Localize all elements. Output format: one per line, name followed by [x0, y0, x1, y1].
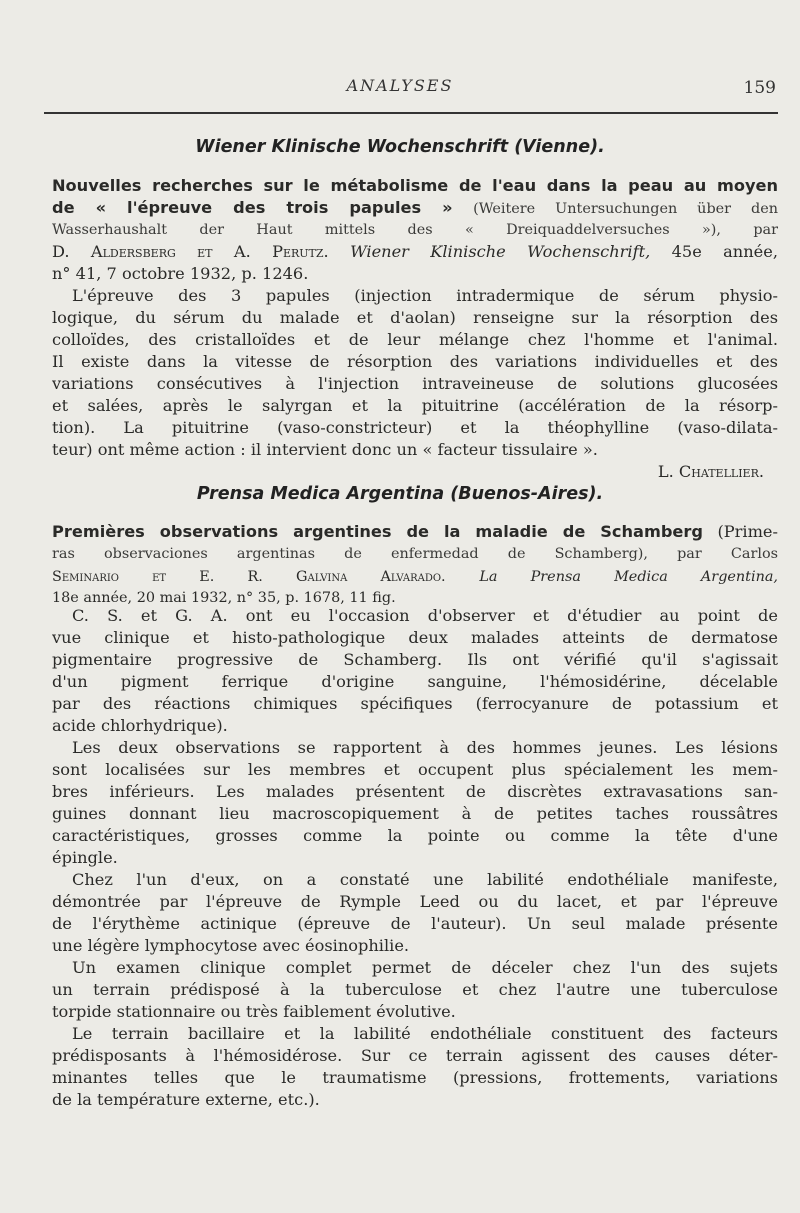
reference-detail: 45e année, [671, 242, 778, 261]
abstract-prensa [52, 605, 778, 1111]
journal-title-wiener: Wiener Klinische Wochenschrift (Vienne). [195, 137, 605, 157]
body-line: vue clinique et histo-pathologique deux malades atteints de dermatose [52, 628, 778, 647]
body-line: sont localisées sur les membres et occupent plus spécialement les mem- [52, 760, 778, 779]
article-title-german: (Weitere Untersuchungen über den [473, 201, 778, 217]
body-line: et salées, après le salyrgan et la pituitrine (accélération de la résorp- [52, 396, 778, 415]
body-line: démontrée par l'épreuve de Rymple Leed ou du lacet, et par l'épreuve [52, 892, 778, 911]
article-title-line: Nouvelles recherches sur le métabolisme de l'eau dans la peau au moyen [52, 176, 778, 195]
article-ref-line [52, 241, 778, 263]
article-authors: Seminario et E. R. Galvina Alvarado. [52, 569, 446, 585]
body-line: par des réactions chimiques spécifiques (ferrocyanure de potassium et [52, 694, 778, 713]
article-title-spanish: (Prime- [717, 522, 778, 541]
body-line: bres inférieurs. Les malades présentent de discrètes extravasations san- [52, 782, 778, 801]
body-line: un terrain prédisposé à la tuberculose et chez l'autre une tuberculose [52, 980, 778, 999]
abstract-wiener [52, 285, 778, 483]
body-line: logique, du sérum du malade et d'aolan) renseigne sur la résorption des [52, 308, 778, 327]
body-line: colloïdes, des cristalloïdes et de leur mélange chez l'homme et l'animal. [52, 330, 778, 349]
body-line: caractéristiques, grosses comme la pointe ou comme la tête d'une [52, 826, 778, 845]
article-heading-prensa [52, 521, 778, 609]
body-line: Chez l'un d'eux, on a constaté une labilité endothéliale manifeste, [72, 870, 778, 889]
body-line: tion). La pituitrine (vaso-constricteur) et la théophylline (vaso-dilata- [52, 418, 778, 437]
body-line: Le terrain bacillaire et la labilité endothéliale constituent des facteurs [72, 1024, 778, 1043]
body-line: d'un pigment ferrique d'origine sanguine, l'hémosidérine, décelable [52, 672, 778, 691]
article-heading-wiener [52, 175, 778, 285]
article-authors: D. Aldersberg et A. Perutz. [52, 242, 329, 261]
article-title-line: ras observaciones argentinas de enfermedad de Schamberg), par Carlos [52, 546, 778, 562]
body-line: L'épreuve des 3 papules (injection intradermique de sérum physio- [72, 286, 778, 305]
header-rule [44, 112, 778, 114]
body-line: pigmentaire progressive de Schamberg. Ils ont vérifié qu'il s'agissait [52, 650, 778, 669]
body-line: torpide stationnaire ou très faiblement évolutive. [52, 1002, 456, 1021]
article-title-bold: de « l'épreuve des trois papules » [52, 198, 453, 217]
body-line: de l'érythème actinique (épreuve de l'auteur). Un seul malade présente [52, 914, 778, 933]
signature: L. Chatellier. [657, 462, 764, 481]
body-line: guines donnant lieu macroscopiquement à de petites taches roussâtres [52, 804, 778, 823]
article-title-bold: Premières observations argentines de la maladie de Schamberg [52, 522, 703, 541]
body-line: C. S. et G. A. ont eu l'occasion d'observer et d'étudier au point de [72, 606, 778, 625]
body-line: de la température externe, etc.). [52, 1090, 320, 1109]
body-line: une légère lymphocytose avec éosinophilie. [52, 936, 410, 955]
body-line: Les deux observations se rapportent à des hommes jeunes. Les lésions [72, 738, 778, 757]
journal-title-prensa: Prensa Medica Argentina (Buenos-Aires). [196, 484, 604, 504]
body-line: teur) ont même action : il intervient donc un « facteur tissulaire ». [52, 440, 598, 459]
article-ref-line: n° 41, 7 octobre 1932, p. 1246. [52, 264, 309, 283]
body-line: Un examen clinique complet permet de déceler chez l'un des sujets [72, 958, 778, 977]
body-line: épingle. [52, 848, 118, 867]
body-line: minantes telles que le traumatisme (pressions, frottements, variations [52, 1068, 778, 1087]
page-number: 159 [743, 78, 776, 98]
article-title-line [52, 197, 778, 219]
body-line: prédisposants à l'hémosidérose. Sur ce terrain agissent des causes déter- [52, 1046, 778, 1065]
body-line: acide chlorhydrique). [52, 716, 228, 735]
article-title-line: Wasserhaushalt der Haut mittels des « Dreiquaddelversuches »), par [52, 222, 778, 238]
journal-reference: La Prensa Medica Argentina, [479, 569, 778, 585]
article-ref-line [52, 565, 778, 587]
body-line: variations consécutives à l'injection intraveineuse de solutions glucosées [52, 374, 778, 393]
article-ref-line: 18e année, 20 mai 1932, n° 35, p. 1678, 11 fig. [52, 590, 396, 606]
running-header: ANALYSES [346, 76, 454, 95]
body-line: Il existe dans la vitesse de résorption des variations individuelles et des [52, 352, 778, 371]
article-title-line [52, 521, 778, 543]
journal-reference: Wiener Klinische Wochenschrift, [350, 242, 651, 261]
